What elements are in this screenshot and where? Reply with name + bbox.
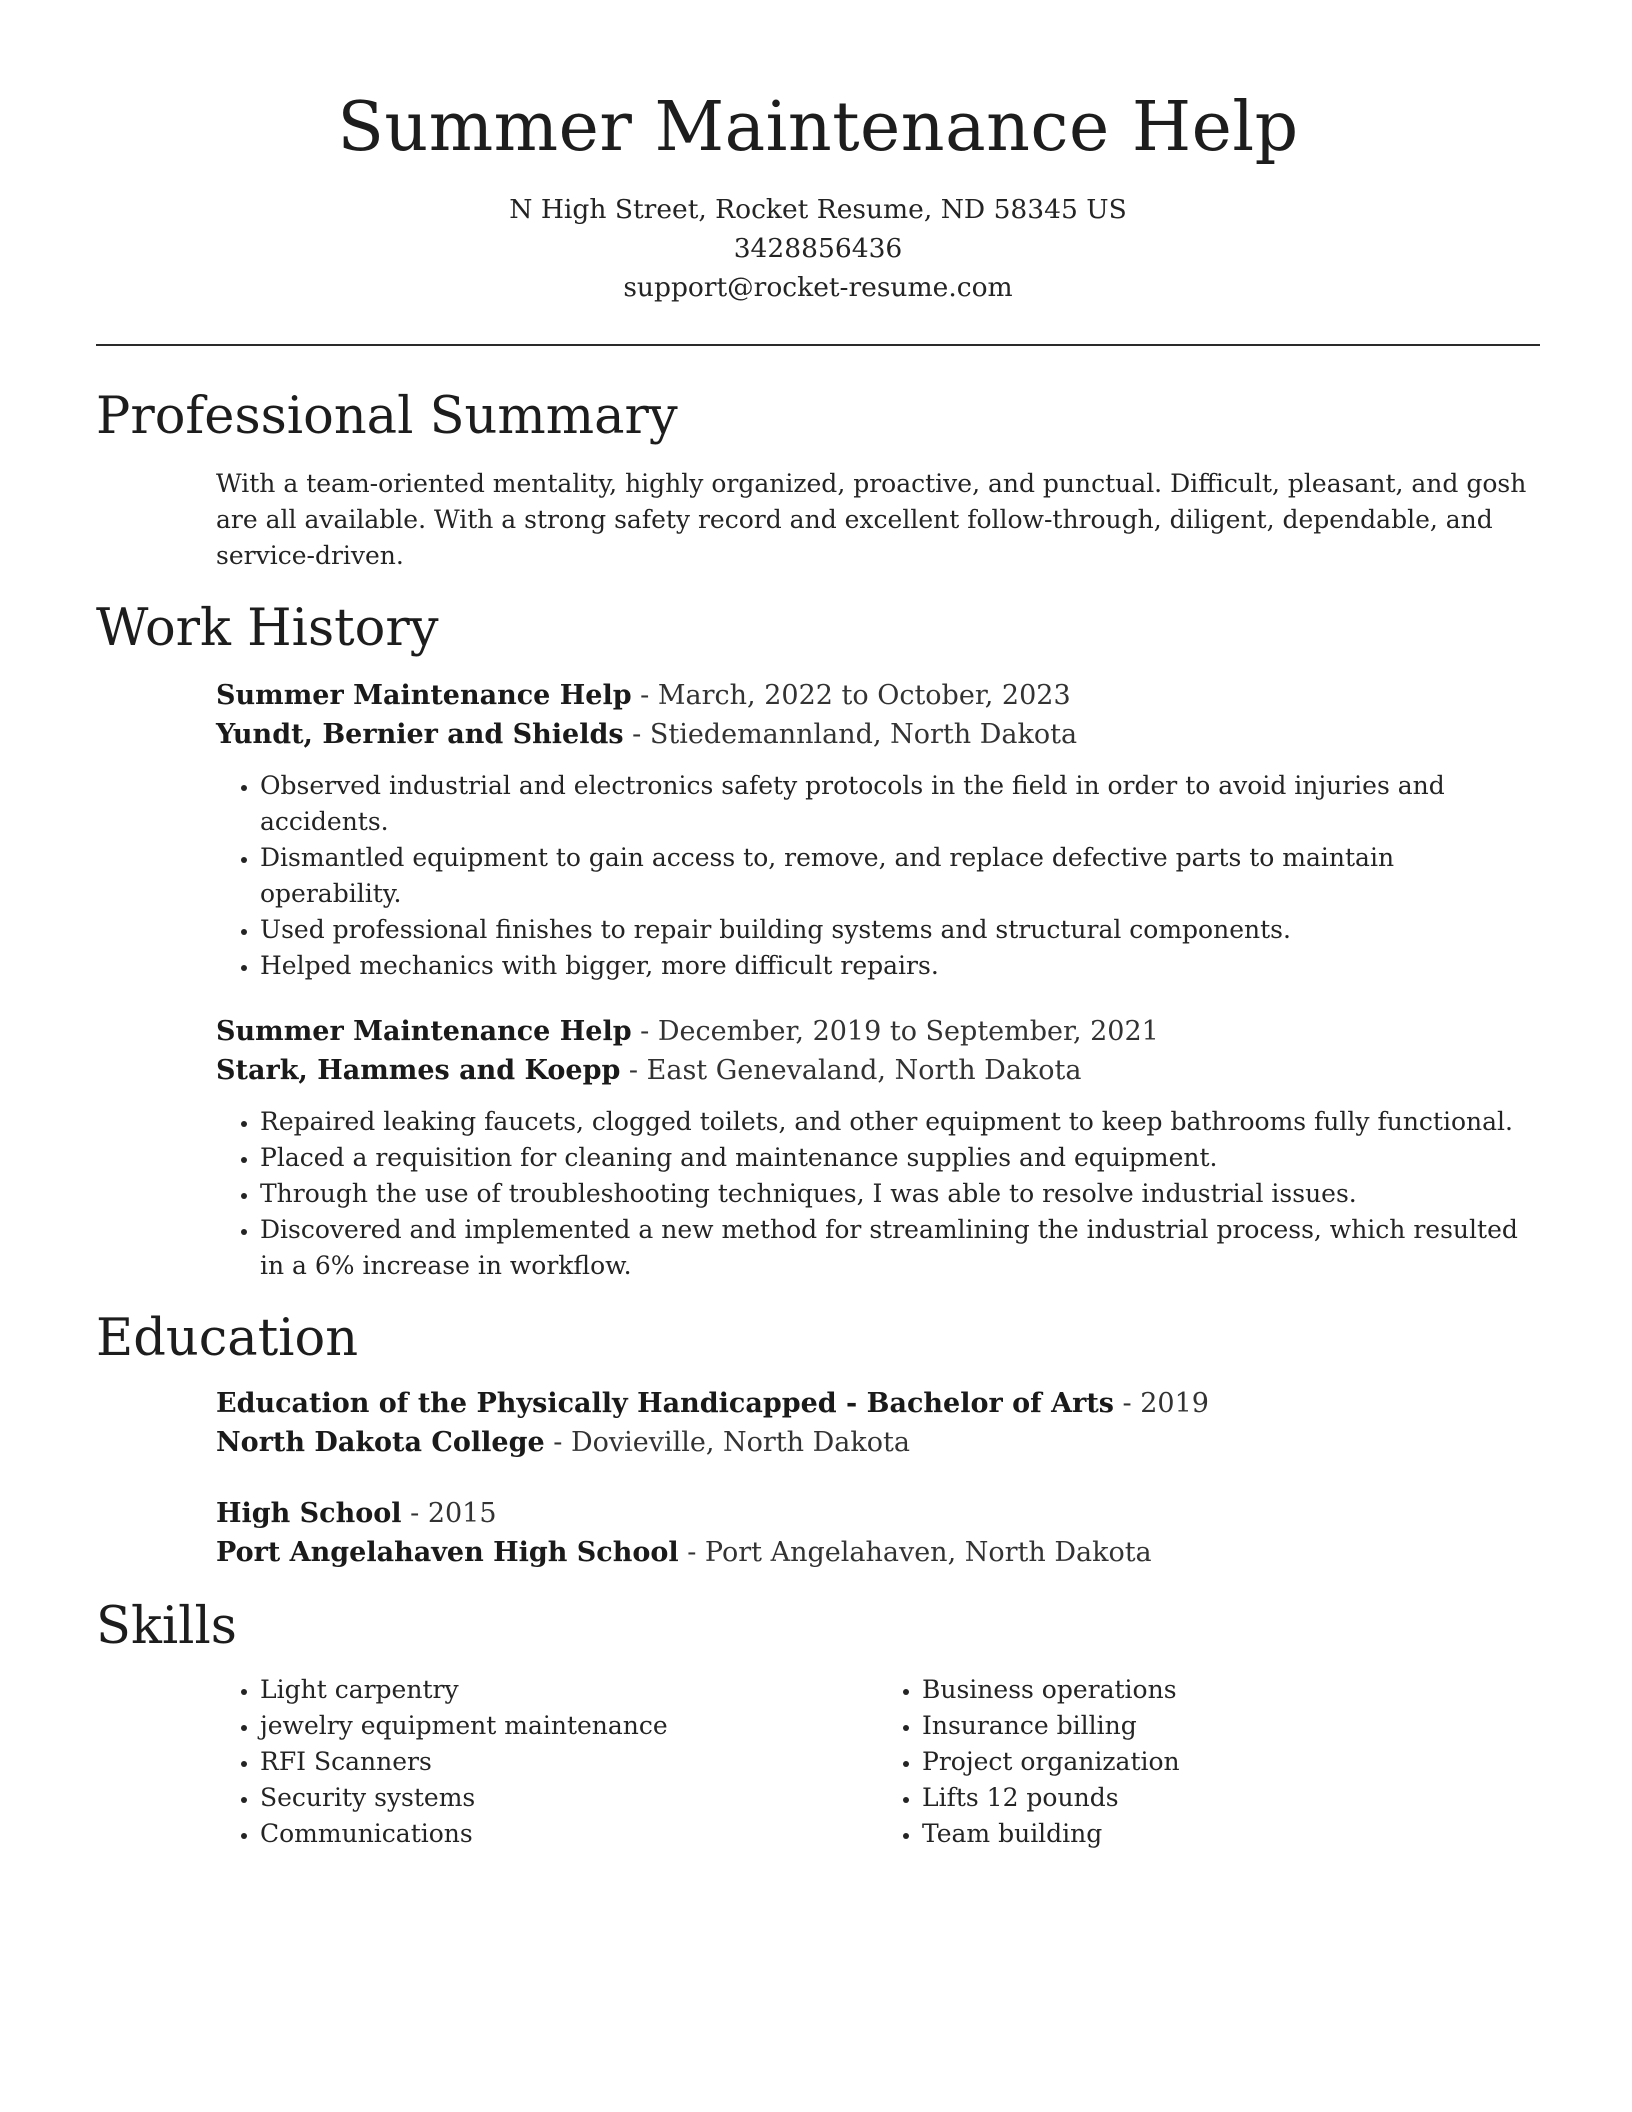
school-location: - Dovieville, North Dakota — [544, 1427, 910, 1458]
job-company: Yundt, Bernier and Shields — [216, 719, 624, 750]
job-duties-list — [216, 768, 1540, 984]
job-duties-list — [216, 1104, 1540, 1284]
job-title-line — [216, 1012, 1540, 1051]
job-dates: - March, 2022 to October, 2023 — [631, 680, 1071, 711]
list-item: • RFI Scanners — [260, 1744, 878, 1780]
school-name: Port Angelahaven High School — [216, 1537, 679, 1568]
phone-number: 3428856436 — [733, 233, 903, 264]
contact-info — [96, 190, 1540, 307]
address: N High Street, Rocket Resume, ND 58345 US — [509, 194, 1127, 225]
list-item: • Communications — [260, 1816, 878, 1852]
education-entry — [216, 1384, 1540, 1462]
list-item: • Through the use of troubleshooting techniques, I was able to resolve industrial issues. — [260, 1176, 1540, 1212]
school-line — [216, 1533, 1540, 1572]
work-history-section — [96, 594, 1540, 1284]
list-item: • Lifts 12 pounds — [922, 1780, 1540, 1816]
header-divider — [96, 344, 1540, 346]
list-item: • jewelry equipment maintenance — [260, 1708, 878, 1744]
skills-columns — [216, 1672, 1540, 1852]
job-entry — [216, 1012, 1540, 1284]
list-item: • Helped mechanics with bigger, more difficult repairs. — [260, 948, 1540, 984]
school-location: - Port Angelahaven, North Dakota — [678, 1537, 1152, 1568]
degree-line — [216, 1384, 1540, 1423]
graduation-year: - 2015 — [401, 1498, 497, 1529]
list-item: • Observed industrial and electronics safety protocols in the field in order to avoid injuries and accidents. — [260, 768, 1540, 840]
email-address: support@rocket-resume.com — [623, 272, 1013, 303]
education-entry — [216, 1494, 1540, 1572]
graduation-year: - 2019 — [1113, 1388, 1209, 1419]
job-title-line — [216, 676, 1540, 715]
job-company: Stark, Hammes and Koepp — [216, 1055, 621, 1086]
list-item: • Security systems — [260, 1780, 878, 1816]
list-item: • Discovered and implemented a new method for streamlining the industrial process, which resulted in a 6% increase in workflow. — [260, 1212, 1540, 1284]
education-heading: Education — [96, 1309, 359, 1368]
work-history-heading: Work History — [96, 599, 439, 658]
degree-line — [216, 1494, 1540, 1533]
summary-section — [96, 382, 1540, 574]
school-line — [216, 1423, 1540, 1462]
resume-page — [96, 0, 1540, 1852]
job-dates: - December, 2019 to September, 2021 — [631, 1016, 1159, 1047]
job-entry — [216, 676, 1540, 984]
list-item: • Insurance billing — [922, 1708, 1540, 1744]
job-location: - Stiedemannland, North Dakota — [623, 719, 1078, 750]
skills-heading: Skills — [96, 1597, 237, 1656]
job-location: - East Genevaland, North Dakota — [620, 1055, 1082, 1086]
skills-list-right — [878, 1672, 1540, 1852]
candidate-name: Summer Maintenance Help — [337, 88, 1299, 167]
list-item: • Project organization — [922, 1744, 1540, 1780]
summary-text: With a team-oriented mentality, highly organized, proactive, and punctual. Difficult, pleasant, and gosh are all available. With a strong safety record and excellent follow-through, diligent, dependable, and service-driven. — [216, 469, 1527, 570]
job-company-line — [216, 1051, 1540, 1090]
list-item: • Dismantled equipment to gain access to, remove, and replace defective parts to maintain operability. — [260, 840, 1540, 912]
list-item: • Used professional finishes to repair building systems and structural components. — [260, 912, 1540, 948]
summary-heading: Professional Summary — [96, 387, 678, 446]
list-item: • Light carpentry — [260, 1672, 878, 1708]
list-item: • Team building — [922, 1816, 1540, 1852]
list-item: • Placed a requisition for cleaning and maintenance supplies and equipment. — [260, 1140, 1540, 1176]
skills-section — [96, 1592, 1540, 1852]
school-name: North Dakota College — [216, 1427, 545, 1458]
job-company-line — [216, 715, 1540, 754]
degree: Education of the Physically Handicapped - Bachelor of Arts — [216, 1388, 1114, 1419]
list-item: • Repaired leaking faucets, clogged toilets, and other equipment to keep bathrooms fully functional. — [260, 1104, 1540, 1140]
degree: High School — [216, 1498, 402, 1529]
job-title: Summer Maintenance Help — [216, 680, 632, 711]
list-item: • Business operations — [922, 1672, 1540, 1708]
job-title: Summer Maintenance Help — [216, 1016, 632, 1047]
skills-list-left — [216, 1672, 878, 1852]
education-section — [96, 1304, 1540, 1572]
resume-header — [96, 0, 1540, 346]
